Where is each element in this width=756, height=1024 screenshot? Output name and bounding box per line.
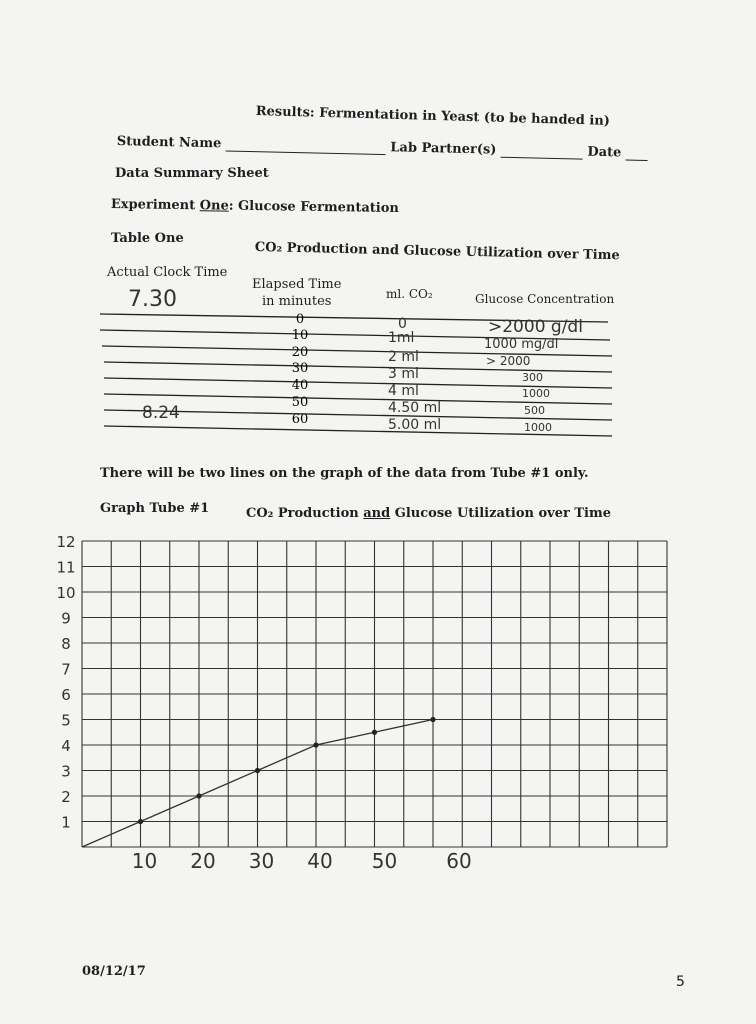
glucose-cell: 1000 <box>524 421 552 434</box>
elapsed-cell: 10 <box>291 328 309 343</box>
graph-title-a: CO₂ Production <box>246 506 364 521</box>
co2-cell: 2 ml <box>388 349 419 365</box>
clock-time-start: 7.30 <box>128 287 177 312</box>
data-point <box>372 730 377 735</box>
table-title: CO₂ Production and Glucose Utilization over Time <box>254 240 620 264</box>
y-tick-label: 10 <box>56 584 76 602</box>
y-tick-label: 12 <box>56 533 76 551</box>
graph-note: There will be two lines on the graph of the data from Tube #1 only. <box>100 466 589 481</box>
col-header-co2: ml. CO₂ <box>386 287 433 301</box>
co2-cell: 0 <box>398 316 407 332</box>
graph-title-and: and <box>363 506 391 521</box>
y-tick-label: 1 <box>61 813 71 832</box>
lab-partner-label: Lab Partner(s) <box>390 140 497 158</box>
y-tick-label: 2 <box>61 788 71 806</box>
y-tick-label: 4 <box>61 737 71 755</box>
col-header-elapsed-2: in minutes <box>262 294 332 309</box>
glucose-cell: 1000 <box>522 387 550 400</box>
y-tick-label: 7 <box>61 660 71 679</box>
experiment-heading-prefix: Experiment <box>110 197 200 214</box>
co2-cell: 1ml <box>388 330 415 346</box>
elapsed-cell: 50 <box>291 395 309 410</box>
x-tick-label: 30 <box>248 849 275 873</box>
footer-date: 08/12/17 <box>82 964 146 979</box>
co2-cell: 3 ml <box>388 366 419 382</box>
student-name-label: Student Name <box>116 134 222 152</box>
experiment-heading-one: One <box>199 198 229 214</box>
experiment-heading-suffix: : Glucose Fermentation <box>228 198 399 217</box>
y-tick-label: 6 <box>61 686 71 704</box>
date-label: Date <box>587 144 622 161</box>
y-tick-label: 8 <box>61 635 71 653</box>
glucose-cell: > 2000 <box>486 354 531 368</box>
y-tick-label: 11 <box>56 558 76 577</box>
glucose-cell: 300 <box>522 371 543 384</box>
data-point <box>255 768 260 773</box>
co2-cell: 5.00 ml <box>388 417 442 433</box>
x-tick-label: 50 <box>371 849 398 873</box>
x-tick-label: 10 <box>131 849 158 873</box>
glucose-cell: >2000 g/dl <box>488 317 583 337</box>
page-number: 5 <box>676 974 685 990</box>
col-header-elapsed-1: Elapsed Time <box>252 277 342 292</box>
elapsed-cell: 30 <box>291 361 309 376</box>
graph-label: Graph Tube #1 <box>100 501 210 516</box>
data-summary-label: Data Summary Sheet <box>115 166 269 181</box>
elapsed-cell: 60 <box>291 412 309 427</box>
data-point <box>313 742 318 747</box>
clock-time-end: 8.24 <box>142 403 180 423</box>
elapsed-cell: 40 <box>291 378 309 393</box>
data-point <box>196 793 201 798</box>
co2-cell: 4 ml <box>388 383 419 399</box>
data-point <box>138 819 143 824</box>
graph-title-b: Glucose Utilization over Time <box>390 506 612 521</box>
x-tick-label: 60 <box>446 849 472 873</box>
table-label: Table One <box>111 231 184 246</box>
y-tick-label: 5 <box>61 711 71 730</box>
x-tick-label: 20 <box>190 849 216 873</box>
y-tick-label: 9 <box>61 609 71 628</box>
co2-cell: 4.50 ml <box>388 400 442 416</box>
y-tick-label: 3 <box>61 762 71 781</box>
data-point <box>430 717 435 722</box>
col-header-glucose: Glucose Concentration <box>475 292 615 306</box>
glucose-cell: 1000 mg/dl <box>484 337 559 352</box>
glucose-cell: 500 <box>524 404 545 417</box>
page-title: Results: Fermentation in Yeast (to be handed in) <box>255 104 611 129</box>
elapsed-cell: 20 <box>291 345 309 360</box>
x-tick-label: 40 <box>307 849 333 873</box>
elapsed-cell: 0 <box>295 312 305 327</box>
col-header-clock-time: Actual Clock Time <box>107 265 228 280</box>
